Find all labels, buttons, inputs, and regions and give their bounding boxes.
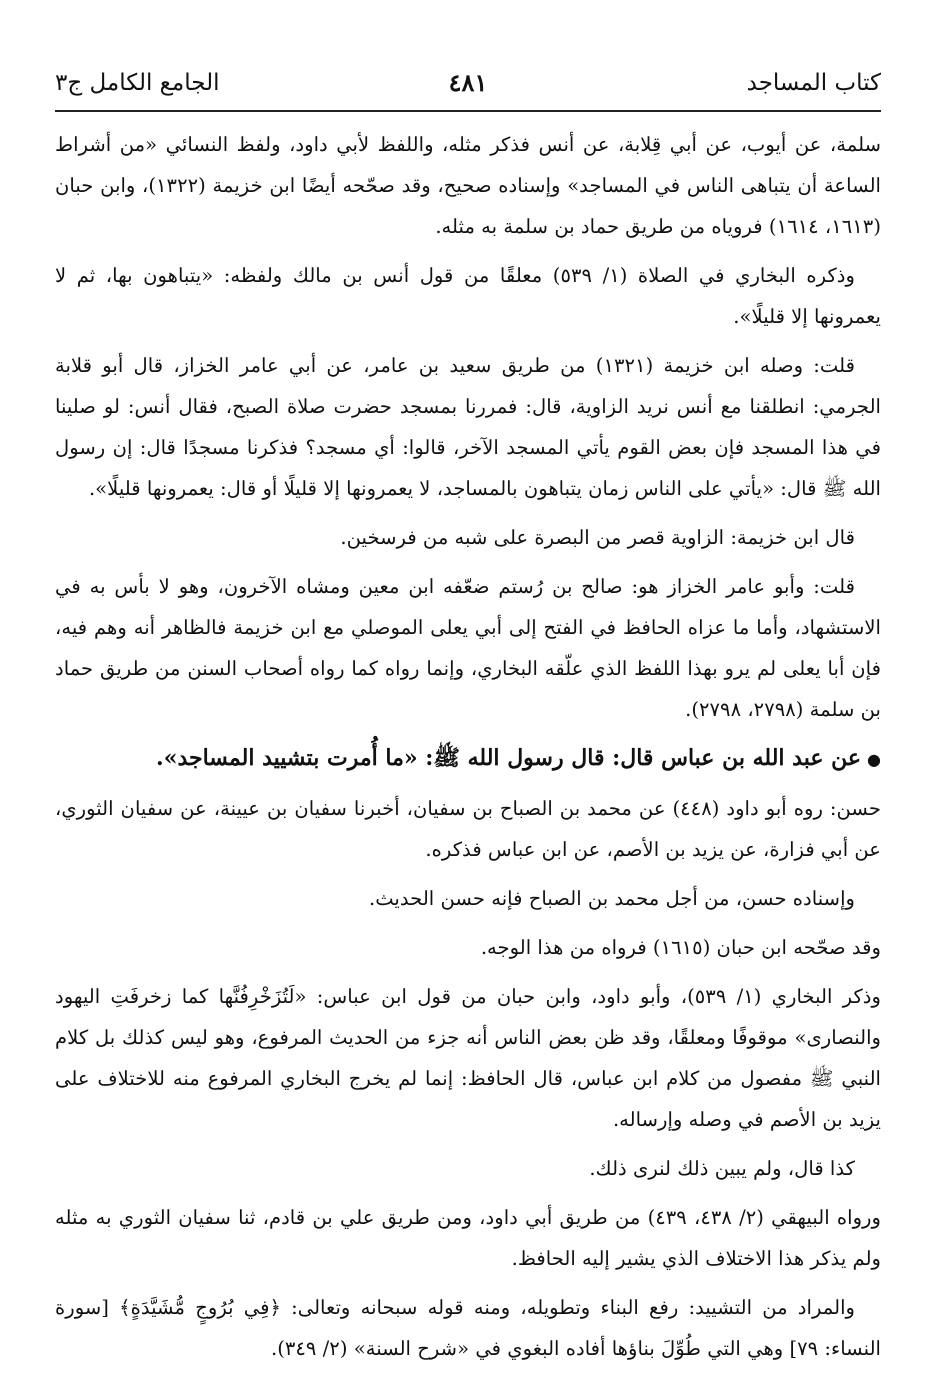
page-number: ٤٨١	[448, 68, 488, 97]
paragraph: كذا قال، ولم يبين ذلك لنرى ذلك.	[589, 1157, 855, 1180]
chapter-title: كتاب المساجد	[746, 70, 881, 96]
paragraph: وذكره البخاري في الصلاة (١/ ٥٣٩) معلقًا من قول أنس بن مالك ولفظه: «يتباهون بها، ثم لا يعمرونها إلا قليلًا».	[55, 264, 881, 328]
book-title: الجامع الكامل ج٣	[55, 70, 220, 96]
paragraph: سلمة، عن أيوب، عن أبي قِلابة، عن أنس فذكر مثله، واللفظ لأبي داود، ولفظ النسائي «من أشراط الساعة أن يتباهى الناس في المساجد» وإسناده صحيح، وقد صحّحه أيضًا ابن خزيمة (١٣٢٢)، وابن حبان (١٦١٣، ١٦١٤) فروياه من طريق حماد بن سلمة به مثله.	[55, 133, 881, 238]
header-divider	[55, 110, 881, 112]
paragraph: ورواه البيهقي (٢/ ٤٣٨، ٤٣٩) من طريق أبي داود، ومن طريق علي بن قادم، ثنا سفيان الثوري به مثله ولم يذكر هذا الاختلاف الذي يشير إليه الحافظ.	[55, 1206, 881, 1270]
hadith-text	[55, 738, 881, 780]
paragraph: وإسناده حسن، من أجل محمد بن الصباح فإنه حسن الحديث.	[368, 887, 855, 910]
paragraph: قلت: وصله ابن خزيمة (١٣٢١) من طريق سعيد بن عامر، عن أبي عامر الخزاز، قال أبو قلابة الجرمي: انطلقنا مع أنس نريد الزاوية، قال: فمررنا بمسجد حضرت صلاة الصبح، فقال أنس: لو صلينا في هذا المسجد فإن بعض القوم يأتي المسجد الآخر، قالوا: أي مسجد؟ فذكرنا مسجدًا قال: إن رسول الله ﷺ قال: «يأتي على الناس زمان يتباهون بالمساجد، لا يعمرونها إلا قليلًا أو قال: يعمرونها قليلًا».	[55, 354, 881, 500]
hadith-matn: عن عبد الله بن عباس قال: قال رسول الله ﷺ: «ما أُمرت بتشييد المساجد».	[156, 745, 862, 771]
paragraph: وقد صحّحه ابن حبان (١٦١٥) فرواه من هذا الوجه.	[480, 936, 881, 959]
paragraph: قال ابن خزيمة: الزاوية قصر من البصرة على شبه من فرسخين.	[340, 526, 855, 549]
paragraph: والمراد من التشييد: رفع البناء وتطويله، ومنه قوله سبحانه وتعالى: ﴿فِي بُرُوجٍ مُّشَيَّدَةٍ﴾ [سورة النساء: ٧٩] وهي التي طُوِّلَ بناؤها أفاده البغوي في «شرح السنة» (٢/ ٣٤٩).	[55, 1296, 881, 1360]
page-body	[55, 124, 881, 1377]
paragraph: وذكر البخاري (١/ ٥٣٩)، وأبو داود، وابن حبان من قول ابن عباس: «لَتُزَخْرِفُنَّها كما زخرفَتِ اليهود والنصارى» موقوفًا ومعلقًا، وقد ظن بعض الناس أنه جزء من الحديث المرفوع، وهو ليس كذلك بل كلام النبي ﷺ مفصول من كلام ابن عباس، قال الحافظ: إنما لم يخرج البخاري المرفوع منه للاختلاف على يزيد بن الأصم في وصله وإرساله.	[55, 985, 881, 1131]
paragraph: قلت: وأبو عامر الخزاز هو: صالح بن رُستم ضعّفه ابن معين ومشاه الآخرون، وهو لا بأس به في الاستشهاد، وأما ما عزاه الحافظ في الفتح إلى أبي يعلى الموصلي مع ابن خزيمة فالظاهر أنه وهم فيه، فإن أبا يعلى لم يرو بهذا اللفظ الذي علّقه البخاري، وإنما رواه كما رواه أصحاب السنن من طريق حماد بن سلمة (٢٧٩٨، ٢٧٩٨).	[55, 575, 881, 721]
page-header	[55, 62, 881, 106]
paragraph: حسن: روه أبو داود (٤٤٨) عن محمد بن الصباح بن سفيان، أخبرنا سفيان بن عيينة، عن سفيان الثوري، عن أبي فزارة، عن يزيد بن الأصم، عن ابن عباس فذكره.	[55, 797, 882, 861]
bullet-icon: ●	[867, 750, 881, 769]
